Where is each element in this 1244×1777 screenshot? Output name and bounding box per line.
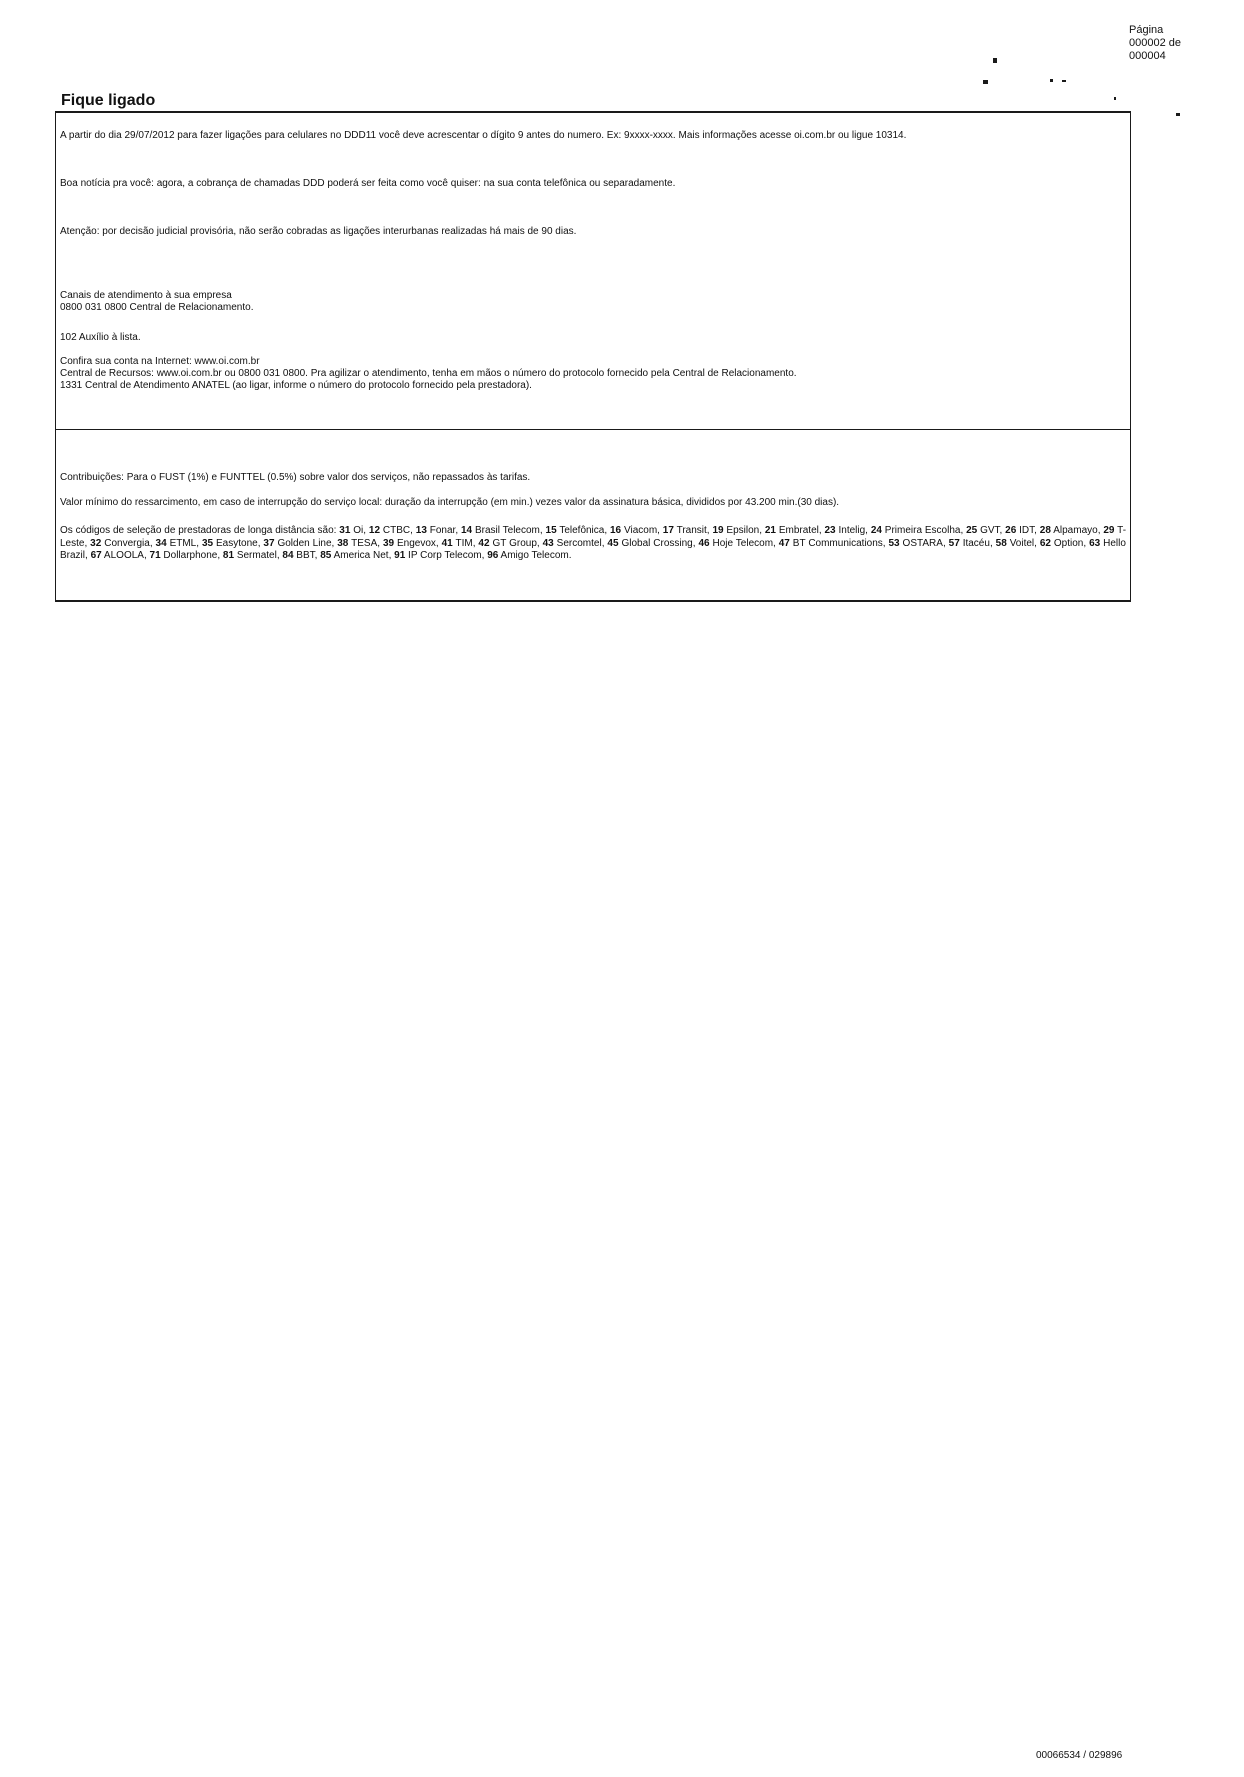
carrier-code: 47 [778,537,790,549]
carrier-code-item [698,538,773,549]
scan-speck [1114,97,1116,100]
carrier-code: 43 [542,537,554,549]
carrier-name: ETML [166,537,197,549]
carrier-code: 15 [545,525,557,536]
carrier-code: 17 [662,525,674,536]
service-channels [60,290,253,314]
carrier-code-item [765,525,819,536]
directory-assistance-line: 102 Auxílio à lista. [60,332,141,343]
carrier-code: 28 [1039,525,1051,536]
carrier-name: Telefônica [556,525,605,536]
carrier-code: 96 [487,550,499,561]
carrier-codes-paragraph [60,525,1126,563]
page-label-line-2: 000002 de [1129,37,1181,49]
carrier-name: Voitel [1006,537,1035,549]
carrier-name: GVT [977,525,1000,536]
carrier-name: Global Crossing [618,537,693,549]
carrier-code: 67 [90,550,102,561]
carrier-name: Oi [350,525,364,536]
carrier-code: 37 [263,537,275,549]
carrier-code-item [1040,538,1084,549]
carrier-code-item [610,525,657,536]
carrier-name: Amigo Telecom [498,550,569,561]
carrier-code: 46 [698,537,710,549]
carrier-name: Sermatel [234,550,277,561]
carrier-code: 63 [1089,537,1101,549]
page-number-label [1129,24,1219,63]
carrier-name: TIM [452,537,473,549]
carrier-code-item [949,538,990,549]
carrier-code-item [263,538,331,549]
carrier-code: 42 [478,537,490,549]
carrier-name: TESA [348,537,378,549]
carrier-name: Alpamayo [1050,525,1098,536]
legal-box [55,429,1131,602]
carrier-name: Primeira Escolha [881,525,961,536]
carrier-name: CTBC [380,525,411,536]
carrier-code: 71 [149,550,161,561]
carrier-name: Option [1050,537,1084,549]
carrier-code: 14 [460,525,473,536]
page-label-line-3: 000004 [1129,50,1166,62]
carrier-code-item [461,525,540,536]
carrier-name: Viacom [621,525,658,536]
carrier-code-item [383,538,436,549]
carrier-code: 53 [888,537,900,549]
carrier-name: Hoje Telecom [709,537,774,549]
internet-bill-line: Confira sua conta na Internet: www.oi.com.br [60,356,260,367]
carrier-name: OSTARA [899,537,943,549]
carrier-name: America Net [331,550,389,561]
carrier-code: 23 [824,525,836,536]
section-title: Fique ligado [61,92,156,109]
carrier-code: 21 [764,525,776,536]
carrier-code-item [487,550,569,561]
refund-line: Valor mínimo do ressarcimento, em caso de interrupção do serviço local: duração da interrupção (em min.) vezes valor da assinatura básica, divididos por 43.200 min.(30 dias). [60,497,840,508]
contributions-line: Contribuições: Para o FUST (1%) e FUNTTEL (0.5%) sobre valor dos serviços, não repassados às tarifas. [60,472,531,483]
carrier-code: 45 [607,537,619,549]
resources-center-line: Central de Recursos: www.oi.com.br ou 0800 031 0800. Pra agilizar o atendimento, tenha em mãos o número do protocolo fornecido pela Central de Relacionamento. [60,368,797,379]
carrier-code: 34 [155,537,167,549]
carrier-name: Transit [673,525,707,536]
carrier-code: 12 [368,525,381,536]
carrier-code-item [416,525,456,536]
carrier-code: 85 [320,550,332,561]
carrier-code-item [663,525,707,536]
carrier-code-item [150,550,218,561]
carrier-code-item [1005,525,1034,536]
carrier-code: 24 [870,525,882,536]
scan-speck [1176,113,1180,116]
carrier-code-item [966,525,999,536]
carrier-name: Convergia [101,537,150,549]
carrier-code: 26 [1005,525,1017,536]
carrier-code-item [779,538,883,549]
carrier-code: 31 [339,525,351,536]
carrier-code: 29 [1103,525,1115,536]
carrier-name: Brasil Telecom [472,525,540,536]
carrier-code-item [91,550,144,561]
carrier-code-item [90,538,150,549]
carrier-code-item [871,525,961,536]
carrier-code-item [889,538,943,549]
carrier-code-item [825,525,866,536]
document-number: 00066534 / 029896 [1036,1750,1123,1761]
ddd-billing-notice: Boa notícia pra você: agora, a cobrança de chamadas DDD poderá ser feita como você quiser: na sua conta telefônica ou separadamente. [60,178,676,189]
carrier-name: Dollarphone [160,550,218,561]
carrier-code-item [478,538,536,549]
carrier-name: Intelig [835,525,866,536]
carrier-code: 16 [610,525,622,536]
carrier-name: ALOOLA [101,550,144,561]
carrier-name: Hello Brazil [60,537,1126,561]
carrier-name: Engevox [394,537,436,549]
carrier-code: 38 [337,537,349,549]
online-channels [60,356,797,392]
carrier-name: GT Group [489,537,537,549]
carrier-name: BT Communications [789,537,883,549]
carrier-code: 81 [222,550,235,561]
carrier-code: 35 [201,537,214,549]
carrier-code: 25 [966,525,978,536]
carrier-code-item [394,550,481,561]
carrier-code-item [996,538,1035,549]
carrier-name: T-Leste [60,525,1127,549]
page-label-line-1: Página [1129,24,1164,36]
carrier-code-item [282,550,314,561]
scan-speck [983,80,988,84]
carrier-name: IP Corp Telecom [405,550,482,561]
carrier-name: BBT [293,550,315,561]
carrier-code: 62 [1039,537,1051,549]
judicial-notice: Atenção: por decisão judicial provisória, não serão cobradas as ligações interurbanas realizadas há mais de 90 dias. [60,226,577,237]
carrier-code-item [442,538,473,549]
carrier-code: 84 [282,550,294,561]
scan-speck [1062,80,1066,82]
anatel-line: 1331 Central de Atendimento ANATEL (ao ligar, informe o número do protocolo fornecido pela prestadora). [60,380,532,391]
carrier-name: Sercomtel [553,537,602,549]
carrier-code-item [156,538,197,549]
carrier-name: Easytone [213,537,258,549]
carrier-code-item [712,525,759,536]
carrier-name: Embratel [775,525,819,536]
carrier-code-item [202,538,258,549]
carrier-name: Epsilon [723,525,760,536]
carrier-codes-list: 31 Oi, 12 CTBC, 13 Fonar, 14 Brasil Telecom, 15 Telefônica, 16 Viacom, 17 Transit, 19 Epsilon, 21 Embratel, 23 Intelig, 24 Primeira Escolha, 25 GVT, 26 IDT, 28 Alpamayo, 29 T-Leste, 32 Convergia, 34 ETML, 35 Easytone, 37 Golden Line, 38 TESA, 39 Engevox, 41 TIM, 42 GT Group, 43 Sercomtel, 45 Global Crossing, 46 Hoje Telecom, 47 BT Communications, 53 OSTARA, 57 Itacéu, 58 Voitel, 62 Option, 63 Hello Brazil, 67 ALOOLA, 71 Dollarphone, 81 Sermatel, 84 BBT, 85 America Net, 91 IP Corp Telecom, 96 Amigo Telecom. [60,525,1127,561]
scan-speck [993,58,997,63]
scan-speck [1050,79,1053,82]
carrier-codes-intro: Os códigos de seleção de prestadoras de longa distância são: [60,525,340,536]
carrier-code-item [369,525,410,536]
carrier-code: 13 [415,525,427,536]
carrier-code: 91 [394,550,406,561]
carrier-name: Itacéu [959,537,990,549]
carrier-name: Golden Line [274,537,332,549]
carrier-code-item [607,538,692,549]
carrier-code: 58 [995,537,1007,549]
carrier-code: 41 [441,537,453,549]
carrier-name: IDT [1016,525,1035,536]
carrier-code-item [320,550,388,561]
carrier-code-item [1040,525,1098,536]
carrier-code: 32 [90,537,102,549]
carrier-code-item [543,538,602,549]
carrier-code-item [223,550,277,561]
carrier-code: 39 [382,537,395,549]
carrier-code-item [337,538,377,549]
carrier-code-item [546,525,605,536]
carrier-name: Fonar [426,525,456,536]
ddd11-notice: A partir do dia 29/07/2012 para fazer ligações para celulares no DDD11 você deve acrescentar o dígito 9 antes do numero. Ex: 9xxxx-xxxx. Mais informações acesse oi.com.br ou ligue 10314. [60,130,907,141]
relationship-center-line: 0800 031 0800 Central de Relacionamento. [60,302,254,313]
service-channels-heading: Canais de atendimento à sua empresa [60,290,232,301]
carrier-code: 19 [712,525,724,536]
carrier-code: 57 [948,537,960,549]
carrier-code-item [339,525,363,536]
